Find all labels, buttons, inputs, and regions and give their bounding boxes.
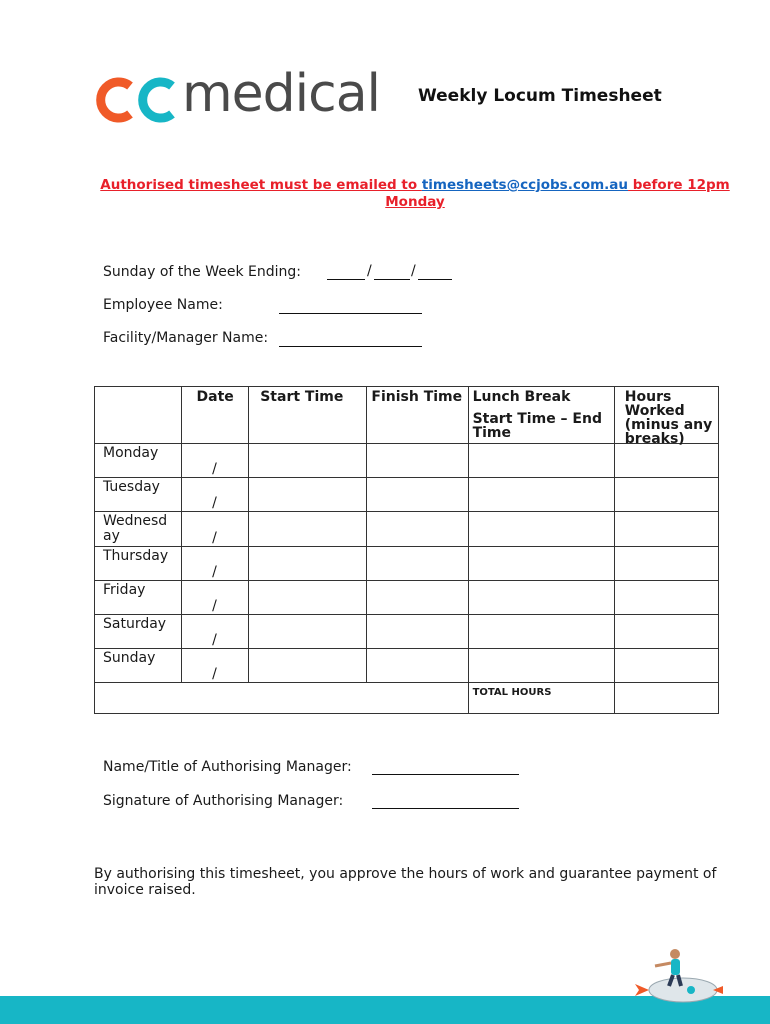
- week-ending-year-field[interactable]: [418, 265, 452, 280]
- finish-time-cell[interactable]: [367, 478, 468, 512]
- date-slash: /: [212, 495, 217, 511]
- total-hours-label: TOTAL HOURS: [468, 683, 614, 714]
- lunch-break-cell[interactable]: [468, 478, 614, 512]
- table-row: [95, 512, 719, 547]
- table-row: [95, 444, 719, 478]
- table-row: [95, 649, 719, 683]
- facility-manager-field[interactable]: [279, 332, 422, 347]
- cc-logo-icon: [92, 78, 176, 122]
- week-ending-row: [103, 264, 301, 280]
- lunch-break-header: [468, 387, 614, 444]
- manager-name-field[interactable]: [372, 760, 519, 775]
- total-spacer: [95, 683, 469, 714]
- lunch-break-cell[interactable]: [468, 581, 614, 615]
- date-cell[interactable]: [182, 444, 249, 478]
- week-ending-day-field[interactable]: [327, 265, 365, 280]
- date-slash: /: [212, 598, 217, 614]
- date-slash: /: [212, 530, 217, 546]
- start-time-cell[interactable]: [249, 581, 367, 615]
- employee-name-field[interactable]: [279, 299, 422, 314]
- hours-worked-header: [614, 387, 718, 447]
- hours-worked-cell[interactable]: [614, 444, 718, 478]
- date-separator: /: [411, 263, 416, 279]
- day-label: Friday: [95, 581, 182, 615]
- rocket-person-icon: [625, 946, 725, 1010]
- start-time-cell[interactable]: [249, 478, 367, 512]
- day-label: Sunday: [95, 649, 182, 683]
- hours-worked-cell[interactable]: [614, 581, 718, 615]
- lunch-break-sublabel: Start Time – End Time: [472, 411, 602, 441]
- date-cell[interactable]: [182, 649, 249, 683]
- lunch-break-cell[interactable]: [468, 512, 614, 547]
- day-header: [95, 387, 182, 444]
- employee-row: [103, 297, 223, 313]
- hours-worked-cell[interactable]: [614, 512, 718, 547]
- finish-time-cell[interactable]: [367, 615, 468, 649]
- total-row: [95, 683, 719, 714]
- day-label: Saturday: [95, 615, 182, 649]
- signature-field[interactable]: [372, 794, 519, 809]
- hours-worked-cell[interactable]: [614, 478, 718, 512]
- lunch-break-label: Lunch Break: [472, 389, 571, 405]
- lunch-break-cell[interactable]: [468, 615, 614, 649]
- total-hours-cell[interactable]: [614, 683, 718, 714]
- disclaimer-text: By authorising this timesheet, you approve the hours of work and guarantee payment of invoice raised.: [94, 866, 717, 898]
- table-row: [95, 478, 719, 512]
- manager-name-label: Name/Title of Authorising Manager:: [103, 759, 352, 775]
- date-cell[interactable]: [182, 547, 249, 581]
- date-cell[interactable]: [182, 512, 249, 547]
- start-time-cell[interactable]: [249, 547, 367, 581]
- finish-time-cell[interactable]: [367, 444, 468, 478]
- day-label: Wednesday: [95, 512, 182, 547]
- notice-email-link[interactable]: timesheets@ccjobs.com.au: [421, 177, 629, 193]
- table-row: [95, 581, 719, 615]
- employee-label: Employee Name:: [103, 297, 223, 313]
- start-time-cell[interactable]: [249, 615, 367, 649]
- day-label: Thursday: [95, 547, 182, 581]
- hours-worked-label: Hours Worked (minus any breaks): [624, 389, 713, 447]
- finish-time-cell[interactable]: [367, 512, 468, 547]
- start-time-cell[interactable]: [249, 649, 367, 683]
- date-separator: /: [367, 263, 372, 279]
- day-label: Monday: [95, 444, 182, 478]
- start-time-cell[interactable]: [249, 444, 367, 478]
- day-label: Tuesday: [95, 478, 182, 512]
- date-slash: /: [212, 632, 217, 648]
- signature-label: Signature of Authorising Manager:: [103, 793, 344, 809]
- signature-row: [103, 793, 343, 809]
- lunch-break-cell[interactable]: [468, 649, 614, 683]
- date-cell[interactable]: [182, 478, 249, 512]
- facility-label: Facility/Manager Name:: [103, 330, 269, 346]
- submission-notice: [100, 177, 730, 211]
- date-cell[interactable]: [182, 581, 249, 615]
- lunch-break-cell[interactable]: [468, 547, 614, 581]
- finish-time-header: Finish Time: [367, 387, 468, 444]
- date-cell[interactable]: [182, 615, 249, 649]
- table-row: [95, 547, 719, 581]
- finish-time-cell[interactable]: [367, 649, 468, 683]
- table-header-row: [95, 387, 719, 444]
- facility-row: [103, 330, 268, 346]
- page-title: Weekly Locum Timesheet: [418, 86, 662, 106]
- logo-wordmark: medical: [182, 64, 381, 124]
- cc-medical-logo: [92, 64, 432, 126]
- week-ending-label: Sunday of the Week Ending:: [103, 264, 301, 280]
- lunch-break-cell[interactable]: [468, 444, 614, 478]
- hours-worked-cell[interactable]: [614, 547, 718, 581]
- notice-prefix: Authorised timesheet must be emailed to: [100, 177, 422, 193]
- notice-suffix: before 12pm Monday: [385, 177, 730, 210]
- hours-worked-cell[interactable]: [614, 649, 718, 683]
- finish-time-cell[interactable]: [367, 547, 468, 581]
- table-row: [95, 615, 719, 649]
- date-slash: /: [212, 461, 217, 477]
- timesheet-table: [94, 386, 719, 714]
- hours-worked-cell[interactable]: [614, 615, 718, 649]
- manager-name-row: [103, 759, 352, 775]
- date-slash: /: [212, 564, 217, 580]
- week-ending-month-field[interactable]: [374, 265, 410, 280]
- finish-time-cell[interactable]: [367, 581, 468, 615]
- start-time-header: Start Time: [249, 387, 367, 444]
- date-header: Date: [182, 387, 249, 444]
- start-time-cell[interactable]: [249, 512, 367, 547]
- date-slash: /: [212, 666, 217, 682]
